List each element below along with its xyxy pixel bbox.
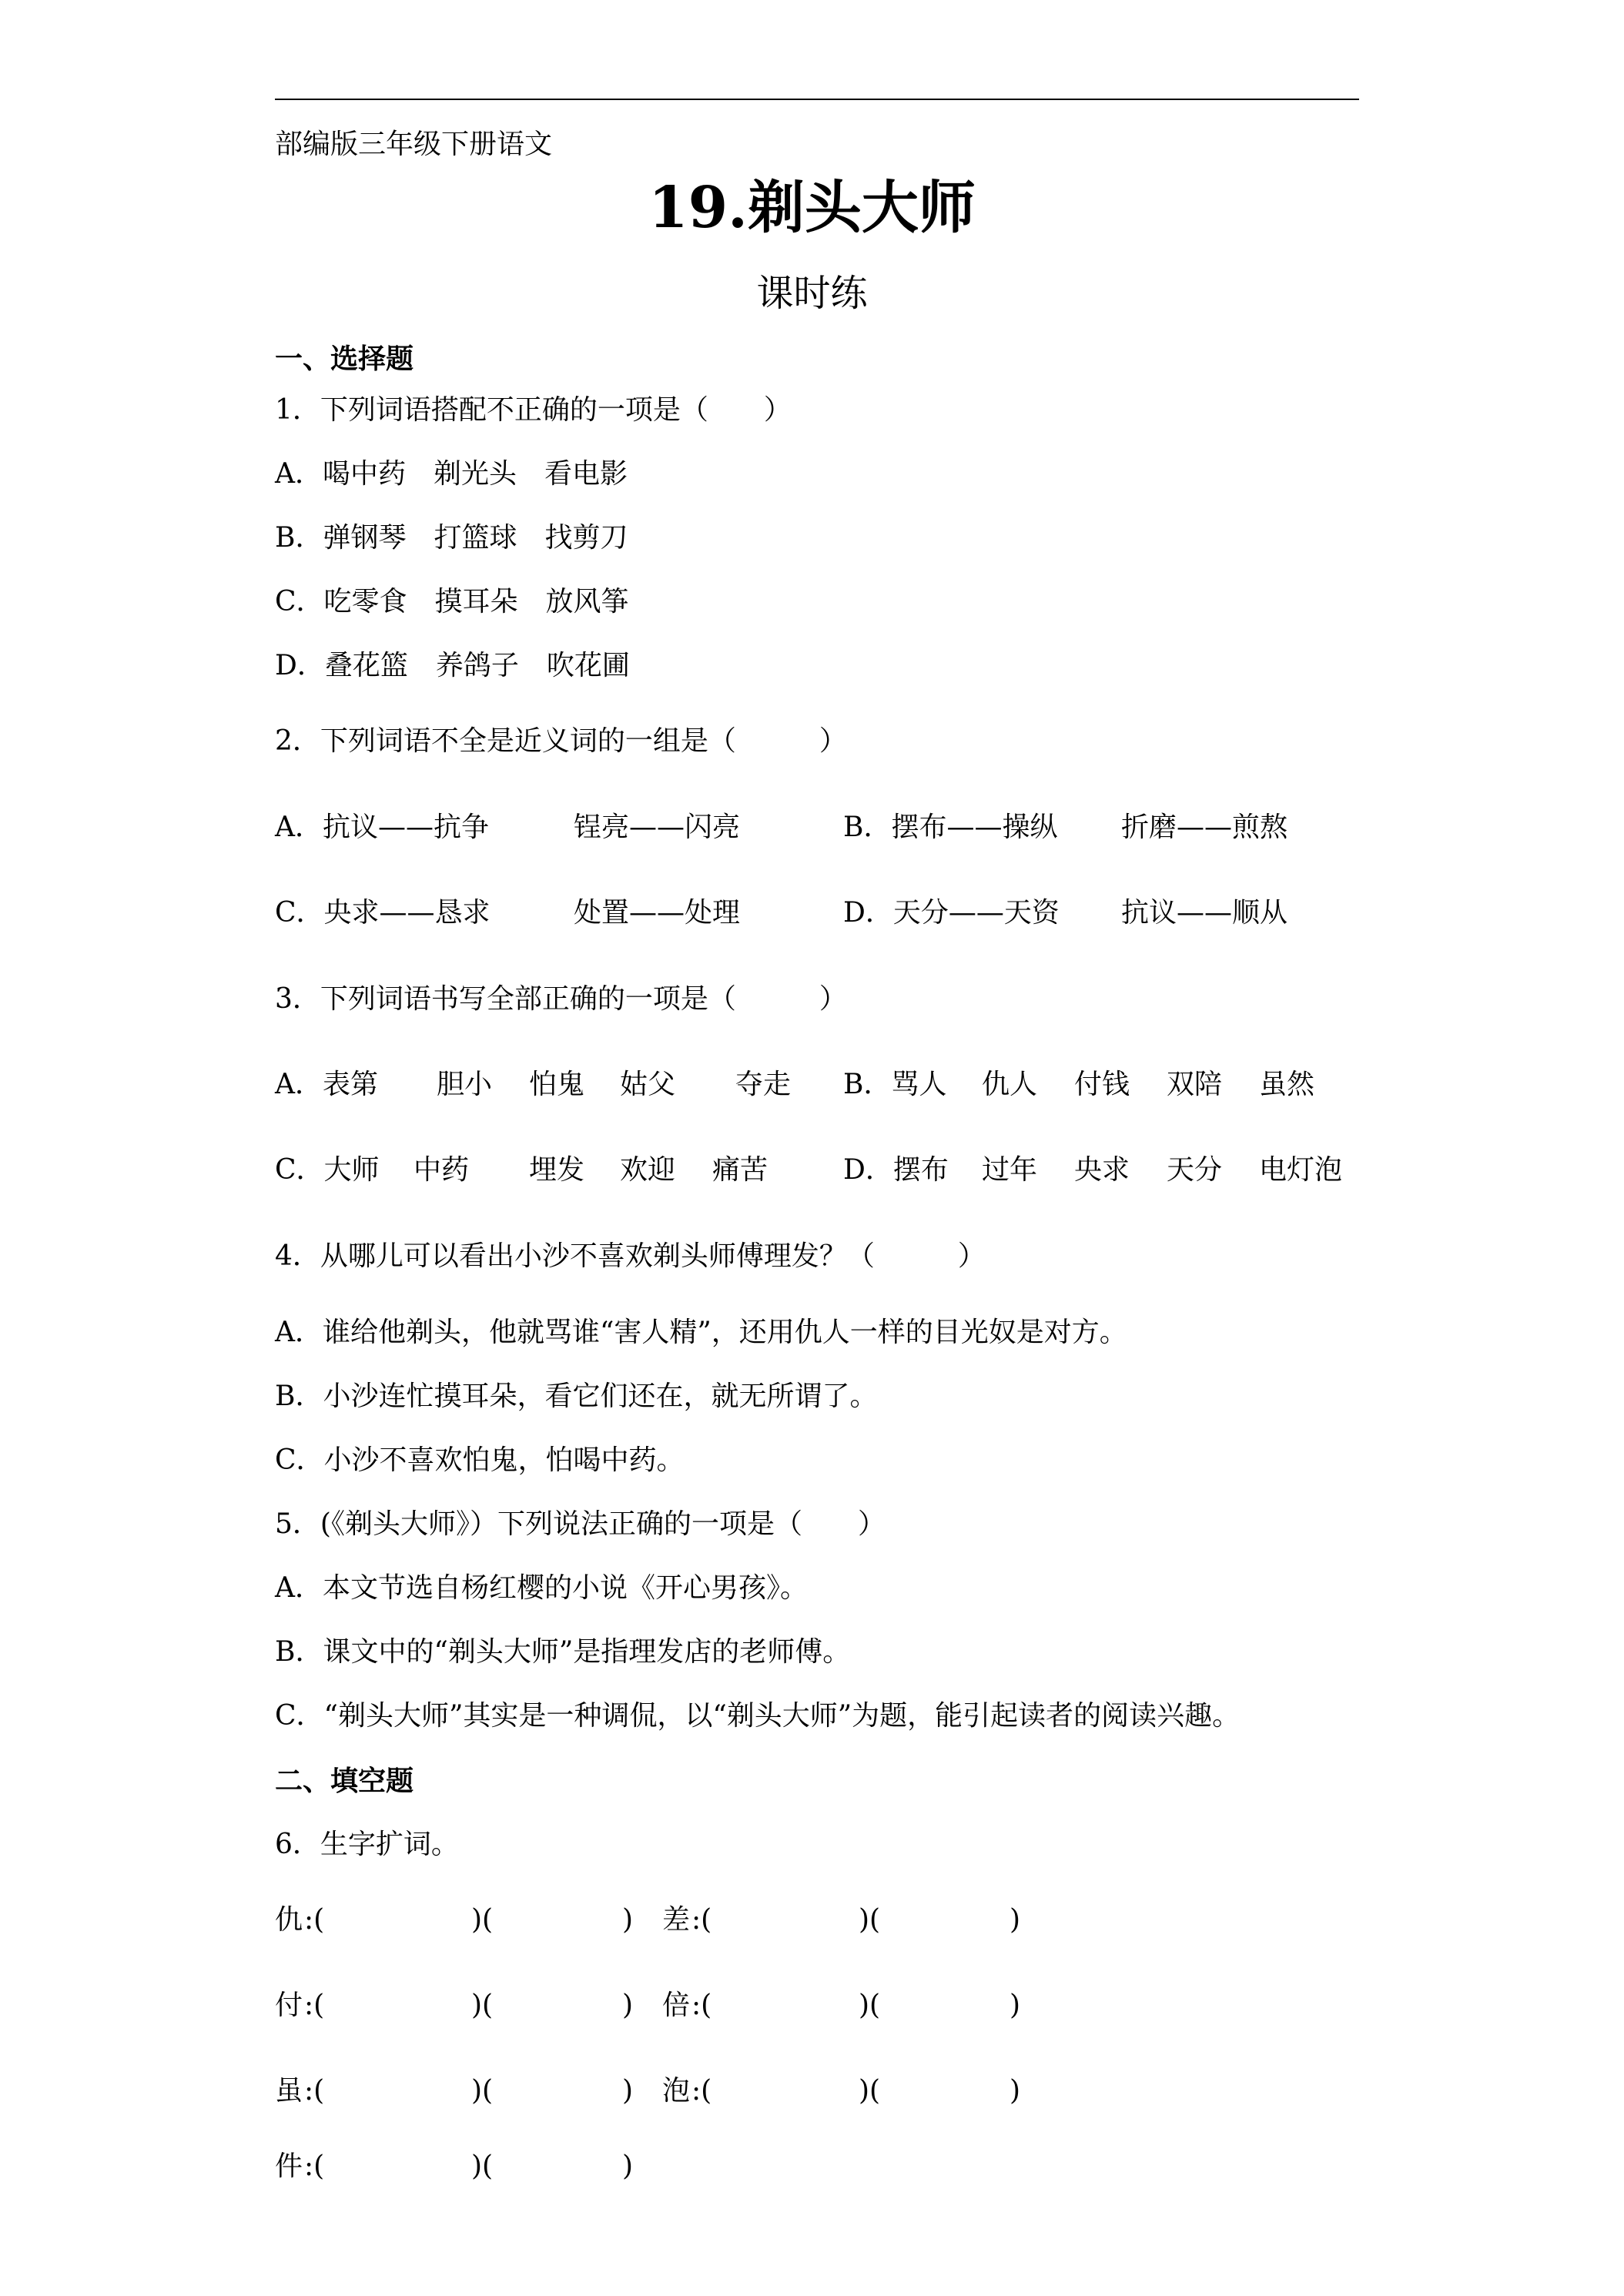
option-text: A．本文节选自杨红樱的小说《开心男孩》。	[275, 1572, 808, 1604]
option-text: B．骂人	[843, 1069, 947, 1100]
blank-open: :(	[304, 2075, 325, 2107]
option-text: B．课文中的“剃头大师”是指理发店的老师傅。	[275, 1636, 851, 1668]
option-text: D．天分——天资	[843, 897, 1060, 929]
option-text: 央求	[1074, 1154, 1130, 1186]
fill-blank[interactable]	[726, 1906, 857, 1937]
option-text: D．摆布	[843, 1154, 949, 1186]
blank-open: :(	[304, 2150, 325, 2182]
fill-blank[interactable]	[493, 1992, 620, 2023]
blank-open: :(	[304, 1904, 325, 1936]
section-title-fill: 二、填空题	[275, 1765, 414, 1797]
section-title-choice: 一、选择题	[275, 343, 414, 375]
option-text: A．表第	[275, 1069, 378, 1100]
option-text: 夺走	[735, 1069, 792, 1100]
blank-mid: )(	[471, 1990, 494, 2021]
fill-blank[interactable]	[726, 1992, 857, 2023]
question-stem: 2．下列词语不全是近义词的一组是（ ）	[275, 725, 847, 757]
option-text: 过年	[982, 1154, 1038, 1186]
fill-char: 倍	[662, 1990, 691, 2021]
question-stem: 4．从哪儿可以看出小沙不喜欢剃头师傅理发？（ ）	[275, 1240, 986, 1272]
option-text: C．央求——恳求	[275, 897, 491, 929]
option-text: 折磨——煎熬	[1121, 812, 1288, 843]
blank-mid: )(	[859, 1990, 881, 2021]
header-rule	[275, 99, 1359, 100]
fill-char: 虽	[275, 2075, 303, 2107]
option-text: A．谁给他剃头，他就骂谁“害人精”，还用仇人一样的目光奴是对方。	[275, 1317, 1127, 1348]
fill-blank[interactable]	[339, 2153, 470, 2184]
fill-blank[interactable]	[339, 1992, 470, 2023]
fill-blank[interactable]	[726, 2077, 857, 2108]
option-text: 姑父	[620, 1069, 676, 1100]
fill-blank[interactable]	[339, 1906, 470, 1937]
option-text: B．弹钢琴 打篮球 找剪刀	[275, 522, 628, 554]
option-text: A．抗议——抗争	[275, 812, 489, 843]
option-text: B．摆布——操纵	[843, 812, 1058, 843]
blank-open: :(	[691, 1990, 712, 2021]
fill-blank[interactable]	[880, 2077, 1007, 2108]
blank-mid: )(	[471, 2150, 494, 2182]
option-text: A．喝中药 剃光头 看电影	[275, 458, 628, 490]
blank-mid: )(	[471, 2075, 494, 2107]
option-text: 仇人	[982, 1069, 1038, 1100]
option-text: 埋发	[529, 1154, 585, 1186]
option-text: 痛苦	[712, 1154, 768, 1186]
fill-char: 付	[275, 1990, 303, 2021]
fill-blank[interactable]	[339, 2077, 470, 2108]
option-text: C．小沙不喜欢怕鬼，怕喝中药。	[275, 1444, 685, 1476]
fill-blank[interactable]	[493, 1906, 620, 1937]
fill-char: 件	[275, 2150, 303, 2182]
option-text: 处置——处理	[574, 897, 741, 929]
fill-blank[interactable]	[493, 2077, 620, 2108]
blank-close: )	[622, 2075, 634, 2107]
blank-mid: )(	[859, 1904, 881, 1936]
option-text: 天分	[1167, 1154, 1223, 1186]
fill-blank[interactable]	[880, 1992, 1007, 2023]
option-text: 电灯泡	[1259, 1154, 1343, 1186]
blank-close: )	[1010, 1990, 1021, 2021]
page-subtitle: 课时练	[756, 272, 868, 315]
blank-open: :(	[691, 2075, 712, 2107]
option-text: 双陪	[1167, 1069, 1223, 1100]
blank-open: :(	[304, 1990, 325, 2021]
question-stem: 3．下列词语书写全部正确的一项是（ ）	[275, 983, 847, 1015]
option-text: C．吃零食 摸耳朵 放风筝	[275, 586, 629, 618]
fill-char: 差	[662, 1904, 691, 1936]
question-stem: 5．(《剃头大师》）下列说法正确的一项是（ ）	[275, 1508, 886, 1540]
fill-char: 仇	[275, 1904, 303, 1936]
fill-blank[interactable]	[493, 2153, 620, 2184]
page-title: 19.剃头大师	[648, 175, 976, 241]
option-text: 欢迎	[620, 1154, 676, 1186]
question-stem: 6．生字扩词。	[275, 1829, 459, 1860]
header-label: 部编版三年级下册语文	[275, 129, 553, 160]
blank-close: )	[622, 1904, 634, 1936]
blank-close: )	[622, 2150, 634, 2182]
blank-mid: )(	[859, 2075, 881, 2107]
option-text: 虽然	[1259, 1069, 1315, 1100]
option-text: 胆小	[437, 1069, 493, 1100]
blank-open: :(	[691, 1904, 712, 1936]
option-text: B．小沙连忙摸耳朵，看它们还在，就无所谓了。	[275, 1381, 878, 1412]
option-text: C．大师	[275, 1154, 380, 1186]
option-text: 中药	[414, 1154, 470, 1186]
blank-close: )	[1010, 2075, 1021, 2107]
blank-close: )	[1010, 1904, 1021, 1936]
blank-close: )	[622, 1990, 634, 2021]
question-stem: 1．下列词语搭配不正确的一项是（ ）	[275, 394, 792, 426]
option-text: 付钱	[1074, 1069, 1130, 1100]
option-text: 锃亮——闪亮	[574, 812, 741, 843]
option-text: D．叠花篮 养鸽子 吹花圃	[275, 650, 630, 681]
blank-mid: )(	[471, 1904, 494, 1936]
fill-char: 泡	[662, 2075, 691, 2107]
option-text: 怕鬼	[529, 1069, 585, 1100]
option-text: 抗议——顺从	[1121, 897, 1288, 929]
option-text: C．“剃头大师”其实是一种调侃，以“剃头大师”为题，能引起读者的阅读兴趣。	[275, 1700, 1241, 1732]
fill-blank[interactable]	[880, 1906, 1007, 1937]
